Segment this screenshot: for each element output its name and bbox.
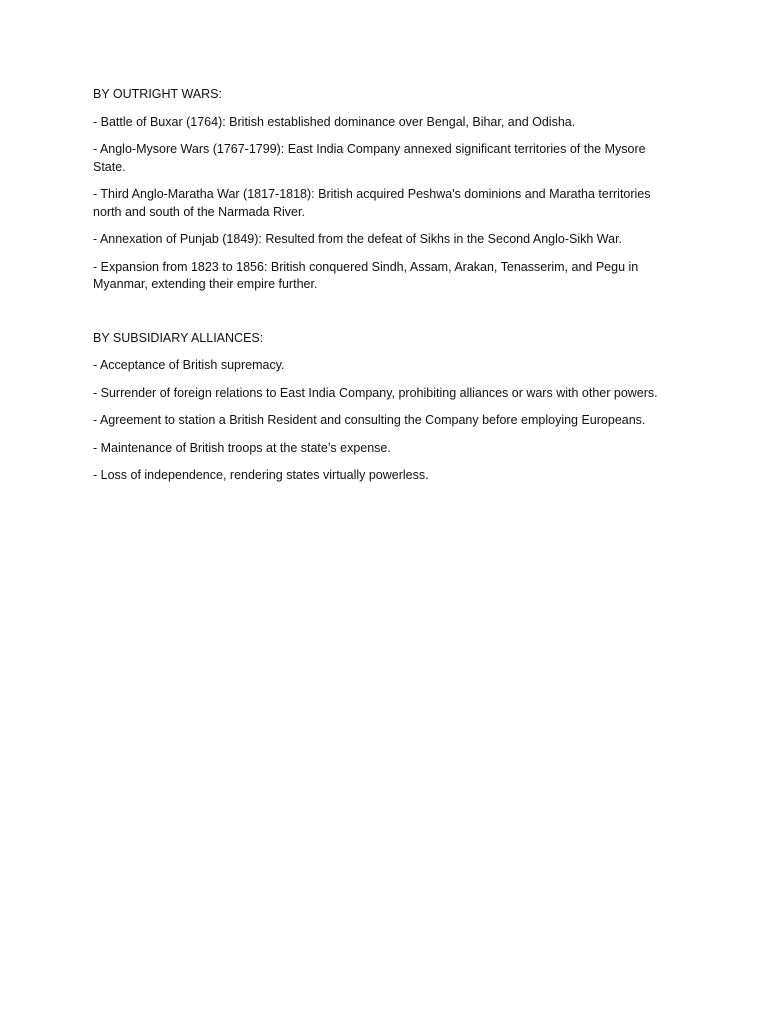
list-item: - Agreement to station a British Resident and consulting the Company before employing Europeans.	[93, 413, 646, 427]
section-outright-wars	[93, 86, 678, 294]
section-heading: BY OUTRIGHT WARS:	[93, 87, 222, 101]
section-spacer	[93, 304, 678, 330]
list-item: - Surrender of foreign relations to East India Company, prohibiting alliances or wars with other powers.	[93, 385, 658, 400]
list-item: - Expansion from 1823 to 1856: British conquered Sindh, Assam, Arakan, Tenasserim, and Pegu in Myanmar, extending their empire further.	[93, 259, 639, 291]
list-item: - Anglo-Mysore Wars (1767-1799): East India Company annexed significant territories of the Mysore State.	[93, 142, 646, 174]
list-item: - Annexation of Punjab (1849): Resulted from the defeat of Sikhs in the Second Anglo-Sikh War.	[93, 232, 623, 246]
section-subsidiary-alliances	[93, 330, 678, 485]
list-item: - Loss of independence, rendering states virtually powerless.	[93, 468, 429, 482]
list-item: - Third Anglo-Maratha War (1817-1818): British acquired Peshwa's dominions and Maratha territories north and south of the Narmada River.	[93, 187, 651, 219]
list-item: - Maintenance of British troops at the state’s expense.	[93, 440, 391, 455]
document-page	[93, 86, 678, 495]
list-item: - Battle of Buxar (1764): British established dominance over Bengal, Bihar, and Odisha.	[93, 114, 576, 129]
section-heading: BY SUBSIDIARY ALLIANCES:	[93, 330, 264, 345]
list-item: - Acceptance of British supremacy.	[93, 358, 285, 372]
